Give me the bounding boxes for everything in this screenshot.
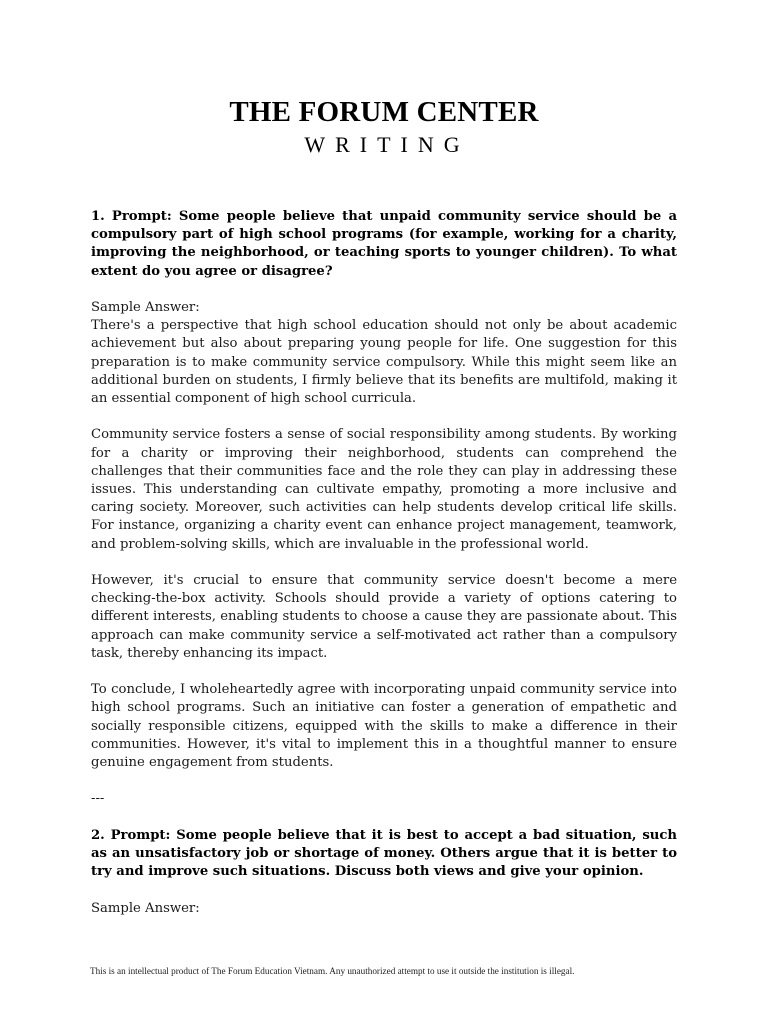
question-1-paragraph-4: To conclude, I wholeheartedly agree with incorporating unpaid community service into high school programs. Such an initiative can foster a generation of empathetic and socially responsible citizens, equipped with the skills to make a difference in their communities. However, it's vital to implement this in a thoughtful manner to ensure genuine engagement from students.	[91, 682, 677, 771]
question-1-paragraph-2: Community service fosters a sense of social responsibility among students. By working for a charity or improving their neighborhood, students can comprehend the challenges that their communities face and the role they can play in addressing these issues. This understanding can cultivate empathy, promoting a more inclusive and caring society. Moreover, such activities can help students develop critical life skills. For instance, organizing a charity event can enhance project management, teamwork, and problem-solving skills, which are invaluable in the professional world.	[91, 427, 677, 552]
document-title: THE FORUM CENTER	[229, 96, 539, 128]
question-1-paragraph-3: However, it's crucial to ensure that community service doesn't become a mere checking-the-box activity. Schools should provide a variety of options catering to different interests, enabling students to choose a cause they are passionate about. This approach can make community service a self-motivated act rather than a compulsory task, thereby enhancing its impact.	[91, 573, 677, 661]
question-1-paragraph-1: There's a perspective that high school education should not only be about academic achievement but also about preparing young people for life. One suggestion for this preparation is to make community service compulsory. While this might seem like an additional burden on students, I firmly believe that its benefits are multifold, making it an essential component of high school curricula.	[91, 318, 677, 407]
question-2-prompt: 2. Prompt: Some people believe that it is best to accept a bad situation, such as an unsatisfactory job or shortage of money. Others argue that it is better to try and improve such situations. Discuss both views and give your opinion.	[91, 827, 677, 880]
question-1-answer-intro	[91, 299, 677, 408]
question-2-sample-label: Sample Answer:	[91, 900, 200, 916]
document-body	[91, 208, 677, 936]
question-1-sample-label: Sample Answer:	[91, 300, 200, 315]
document-subtitle: WRITING	[304, 132, 470, 157]
section-separator: ---	[91, 791, 105, 807]
question-1-prompt: 1. Prompt: Some people believe that unpaid community service should be a compulsory part of high school programs (for example, working for a charity, improving the neighborhood, or teaching sports to younger children). To what extent do you agree or disagree?	[91, 209, 677, 279]
copyright-notice: This is an intellectual product of The Forum Education Vietnam. Any unauthorized attempt to use it outside the institution is illegal.	[90, 966, 575, 976]
